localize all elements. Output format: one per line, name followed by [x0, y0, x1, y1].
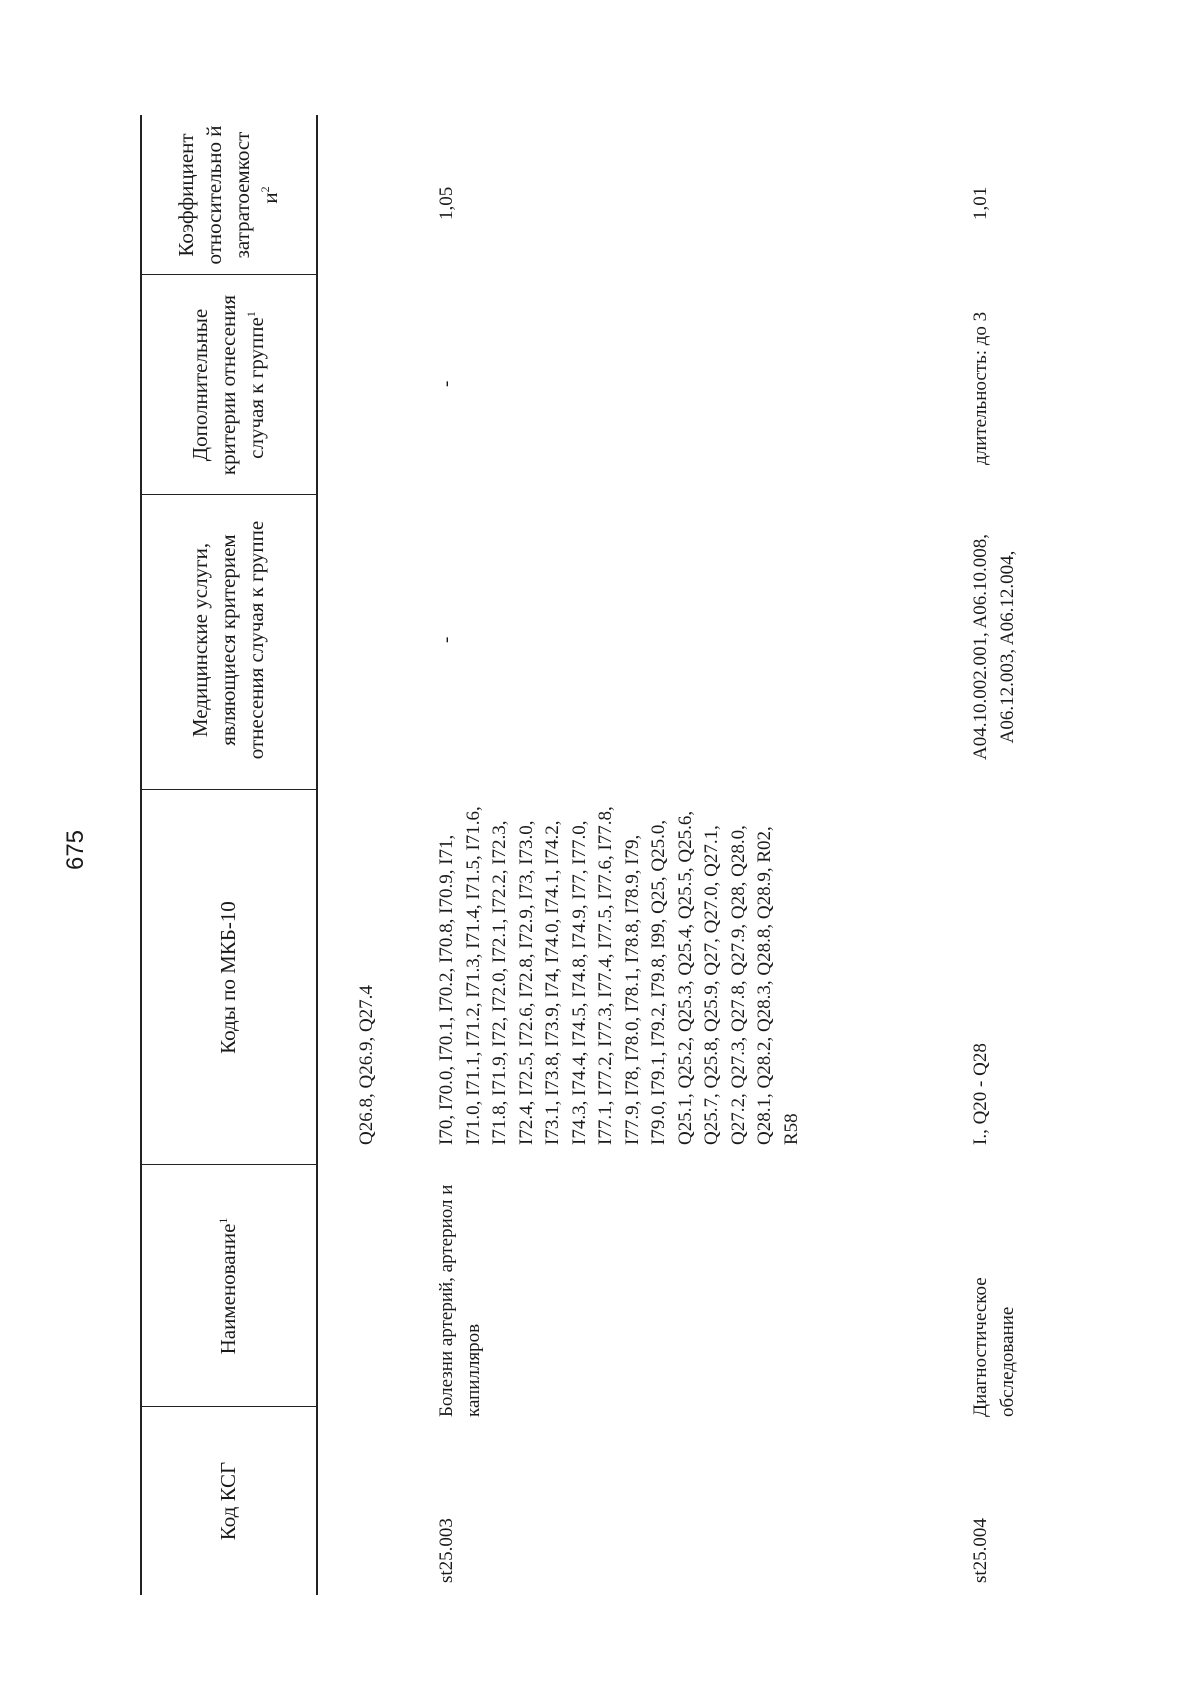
row-name: Болезни артерий, артериол и капилляров [436, 1184, 484, 1417]
row-icd-codes: I., Q20 - Q28 [970, 1043, 991, 1145]
row-coefficient: 1,05 [436, 186, 457, 220]
row-criteria: - [436, 380, 457, 387]
row-code: st25.003 [436, 1518, 457, 1583]
row-criteria: длительность: до 3 [970, 311, 991, 465]
icd-continuation: Q26.8, Q26.9, Q27.4 [356, 985, 377, 1145]
row-code: st25.004 [970, 1518, 991, 1583]
table-top-rule [140, 115, 142, 1595]
ksg-table [140, 115, 1020, 1595]
header-services: Медицинские услуги, являющиеся критерием отнесения случая к группе [188, 520, 268, 760]
header-name: Наименование$^1$ [216, 1217, 240, 1355]
row-icd-codes: I70, I70.0, I70.1, I70.2, I70.8, I70.9, I71, I71.0, I71.1, I71.2, I71.3, I71.4, I71.5, I71.6, I71.8, I71.9, I72, I72.0, I72.1, I72.2, I72.3, I72.4, I72.5, I72.6, I72.8, I72.9, I73, I73.0, I73.1, I73.8, I73.9, I74, I74.0, I74.1, I74.2, I74.3, I74.4, I74.5, I74.8, I74.9, I77, I77.0, I77.1, I77.2, I77.3, I77.4, I77.5, I77.6, I77.8, I77.9, I78, I78.0, I78.1, I78.8, I78.9, I79, I79.0, I79.1, I79.2, I79.8, I99, Q25, Q25.0, Q25.1, Q25.2, Q25.3, Q25.4, Q25.5, Q25.6, Q25.7, Q25.8, Q25.9, Q27, Q27.0, Q27.1, Q27.2, Q27.3, Q27.8, Q27.9, Q28, Q28.0, Q28.1, Q28.2, Q28.3, Q28.8, Q28.9, R02, R58 [436, 806, 802, 1145]
row-services: - [436, 636, 457, 643]
header-divider [140, 494, 316, 495]
row-name: Диагностическое обследование [970, 1277, 1018, 1417]
header-coefficient: Коэффициент относительно й затратоемкост $и^2$ [174, 125, 282, 265]
row-coefficient: 1,01 [970, 186, 991, 220]
header-code: Код КСГ [216, 1461, 240, 1541]
header-criteria: Дополнительные критерии отнесения случая к группе$^1$ [188, 294, 268, 476]
table-header-rule [316, 115, 318, 1595]
page-number: 675 [62, 829, 89, 871]
row-services: A04.10.002.001, A06.10.008, A06.12.003, A06.12.004, [970, 534, 1018, 760]
header-icd: Коды по МКБ-10 [216, 901, 240, 1054]
header-divider [140, 274, 316, 275]
